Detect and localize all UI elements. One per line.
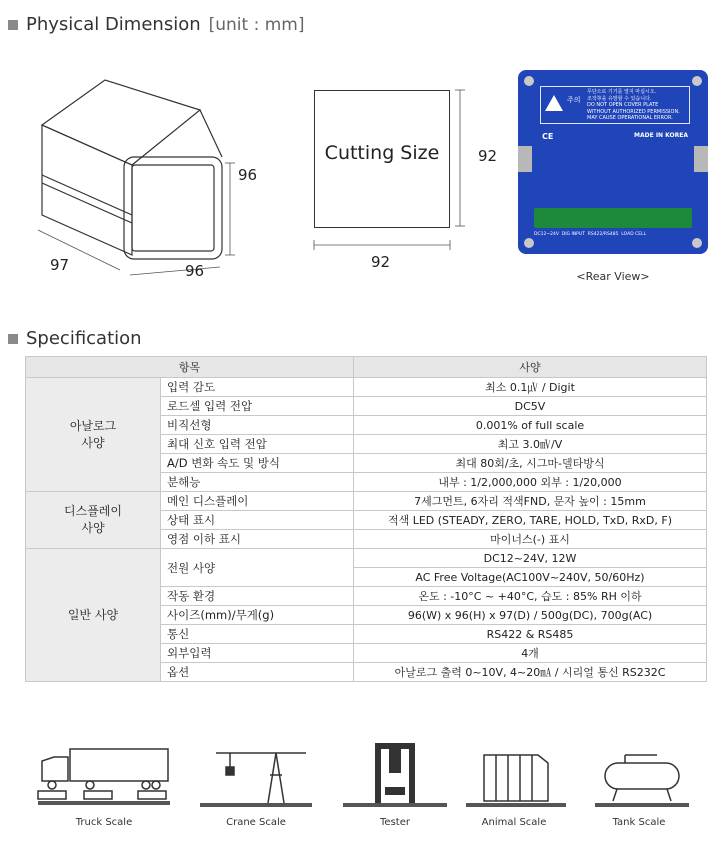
- warning-triangle-icon: [545, 95, 563, 111]
- value-cell: 내부 : 1/2,000,000 외부 : 1/20,000: [354, 473, 707, 492]
- app-tank-scale: [569, 735, 709, 828]
- item-cell: 최대 신호 입력 전압: [161, 435, 354, 454]
- mounting-clip: [694, 146, 708, 172]
- crane-scale-icon: [186, 735, 326, 811]
- made-in-label: MADE IN KOREA: [634, 132, 688, 139]
- table-header-row: [26, 357, 707, 378]
- cutting-dimension-lines: [300, 80, 500, 260]
- category-analog: 아날로그 사양: [69, 418, 117, 450]
- value-cell: 최대 80회/초, 시그마-델타방식: [354, 454, 707, 473]
- value-cell: 최소 0.1㎶ / Digit: [354, 378, 707, 397]
- value-cell: 적색 LED (STEADY, ZERO, TARE, HOLD, TxD, RxD, F): [354, 511, 707, 530]
- section-bullet: [8, 20, 18, 30]
- value-cell: RS422 & RS485: [354, 625, 707, 644]
- warning-line: MAY CAUSE OPERATIONAL ERROR.: [587, 115, 673, 121]
- spec-section-title: [8, 328, 142, 349]
- header-item: 항목: [26, 357, 354, 378]
- app-label: Tester: [380, 817, 410, 828]
- item-cell: 비직선형: [161, 416, 354, 435]
- value-cell: 7세그먼트, 6자리 적색FND, 문자 높이 : 15mm: [354, 492, 707, 511]
- panel-screw-icon: [524, 76, 534, 86]
- tank-scale-icon: [569, 735, 709, 811]
- dimension-title: Physical Dimension: [26, 14, 201, 35]
- terminal-labels: DC12~24V DIG INPUT RS422/RS485 LOAD CELL: [534, 232, 647, 237]
- dimension-unit: [unit : mm]: [208, 14, 305, 35]
- item-cell: 외부입력: [161, 644, 354, 663]
- item-cell: 통신: [161, 625, 354, 644]
- device-isometric-drawing: [20, 75, 270, 285]
- panel-screw-icon: [692, 76, 702, 86]
- cutting-size-label: Cutting Size: [324, 142, 440, 164]
- item-cell: A/D 변화 속도 및 방식: [161, 454, 354, 473]
- truck-scale-icon: [34, 735, 174, 811]
- app-crane-scale: [186, 735, 326, 828]
- table-row: [26, 378, 707, 397]
- panel-screw-icon: [692, 238, 702, 248]
- terminal-block: [534, 208, 692, 228]
- category-cell: [26, 492, 161, 549]
- value-cell: 4개: [354, 644, 707, 663]
- side-width-label: 96: [185, 262, 205, 280]
- value-cell: 아날로그 출력 0~10V, 4~20㎃ / 시리얼 통신 RS232C: [354, 663, 707, 682]
- spec-table: [25, 356, 707, 682]
- animal-scale-icon: [444, 735, 584, 811]
- app-truck-scale: [34, 735, 174, 828]
- section-bullet: [8, 334, 18, 344]
- ce-mark: CE: [542, 132, 554, 141]
- item-cell: 옵션: [161, 663, 354, 682]
- item-cell: 입력 감도: [161, 378, 354, 397]
- category-cell: [26, 549, 161, 682]
- value-cell: 마이너스(-) 표시: [354, 530, 707, 549]
- item-cell: 분해능: [161, 473, 354, 492]
- category-general: 일반 사양: [67, 607, 119, 622]
- app-label: Crane Scale: [226, 817, 286, 828]
- value-cell: 0.001% of full scale: [354, 416, 707, 435]
- app-animal-scale: [444, 735, 584, 828]
- front-height-label: 96: [238, 166, 258, 184]
- value-cell: AC Free Voltage(AC100V~240V, 50/60Hz): [354, 568, 707, 587]
- item-cell: 영점 이하 표시: [161, 530, 354, 549]
- app-label: Animal Scale: [481, 817, 547, 828]
- spec-title: Specification: [26, 328, 142, 349]
- header-value: 사양: [354, 357, 707, 378]
- cutting-height-label: 92: [478, 147, 498, 165]
- category-cell: [26, 378, 161, 492]
- warning-line: 무단으로 기기를 열지 마십시오.: [587, 89, 657, 95]
- application-list: [0, 735, 727, 845]
- rear-view-caption: <Rear View>: [576, 270, 650, 283]
- item-cell: 메인 디스플레이: [161, 492, 354, 511]
- value-cell: DC5V: [354, 397, 707, 416]
- item-cell: 전원 사양: [161, 549, 354, 587]
- warning-text: 주의: [567, 96, 581, 104]
- item-cell: 작동 환경: [161, 587, 354, 606]
- warning-line: DO NOT OPEN COVER PLATE: [587, 102, 659, 108]
- warning-line: 조작等을 유발할 수 있습니다.: [587, 95, 652, 102]
- value-cell: 96(W) x 96(H) x 97(D) / 500g(DC), 700g(AC): [354, 606, 707, 625]
- mounting-clip: [518, 146, 532, 172]
- category-display: 디스플레이 사양: [64, 504, 122, 535]
- app-label: Truck Scale: [75, 817, 133, 828]
- dimension-section-title: [8, 14, 304, 35]
- item-cell: 사이즈(mm)/무게(g): [161, 606, 354, 625]
- cutting-width-label: 92: [371, 253, 391, 271]
- table-row: [26, 549, 707, 568]
- value-cell: DC12~24V, 12W: [354, 549, 707, 568]
- warning-label: [540, 86, 690, 124]
- item-cell: 로드셀 입력 전압: [161, 397, 354, 416]
- item-cell: 상태 표시: [161, 511, 354, 530]
- panel-screw-icon: [524, 238, 534, 248]
- value-cell: 최고 3.0㎷/V: [354, 435, 707, 454]
- side-depth-label: 97: [50, 256, 70, 274]
- warning-line: WITHOUT AUTHORIZED PERMISSION.: [587, 108, 680, 115]
- table-row: [26, 492, 707, 511]
- value-cell: 온도 : -10°C ~ +40°C, 습도 : 85% RH 이하: [354, 587, 707, 606]
- app-label: Tank Scale: [612, 817, 666, 828]
- rear-view-panel: [518, 70, 708, 254]
